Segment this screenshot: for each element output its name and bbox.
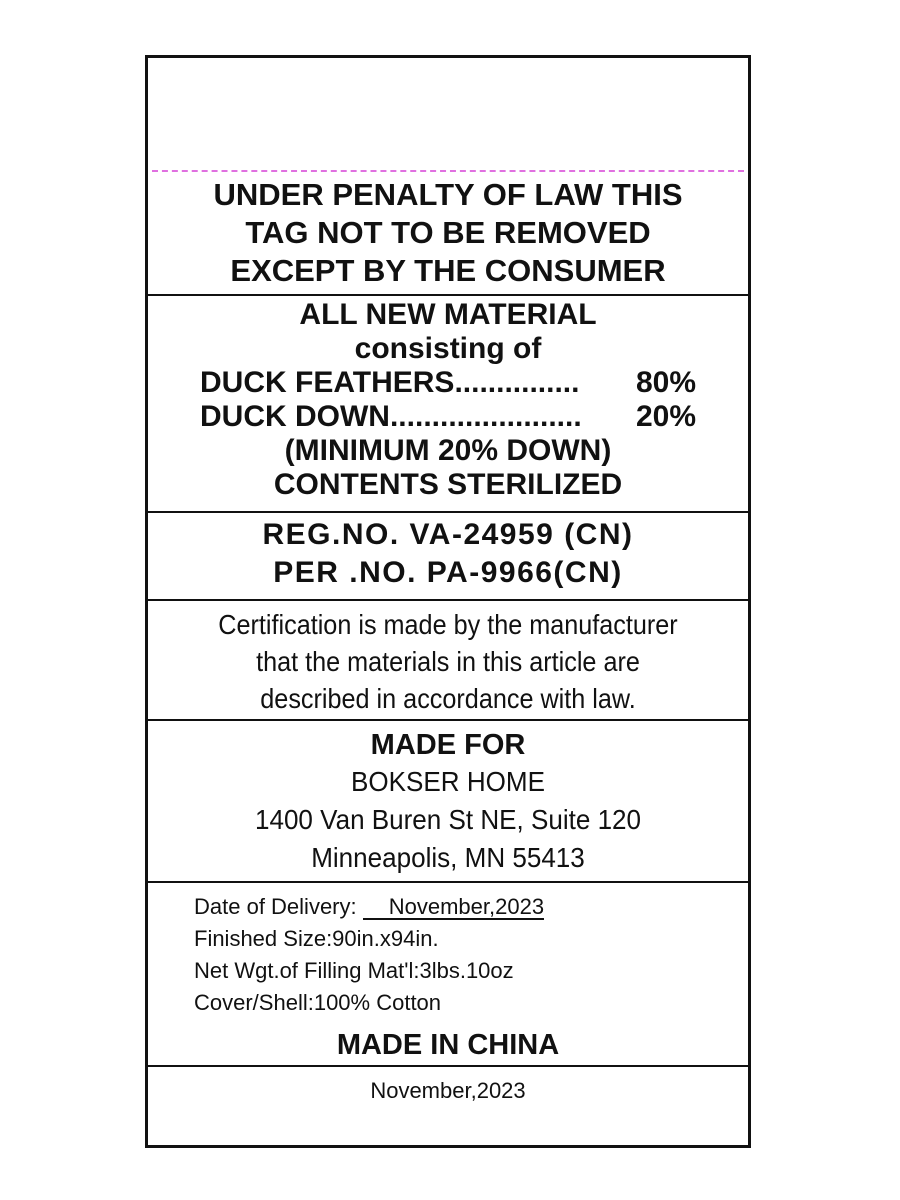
- delivery-row: [194, 891, 748, 923]
- material-heading: ALL NEW MATERIAL: [299, 298, 597, 331]
- country-of-origin: MADE IN CHINA: [336, 1029, 560, 1061]
- certification-line-2: that the materials in this article are: [256, 646, 640, 677]
- material-item-down: [148, 400, 748, 434]
- address-line-1: 1400 Van Buren St NE, Suite 120: [254, 804, 642, 835]
- reg-number: REG.NO. VA-24959 (CN): [262, 518, 634, 551]
- certification-line-1: Certification is made by the manufacturer: [218, 609, 678, 640]
- divider: [148, 1065, 748, 1067]
- warning-line-1: UNDER PENALTY OF LAW THIS: [213, 177, 683, 212]
- footer-date: November,2023: [370, 1078, 526, 1103]
- material-item-label: DUCK DOWN.......................: [200, 400, 582, 433]
- material-subheading: consisting of: [354, 332, 542, 365]
- divider: [148, 599, 748, 601]
- certification-section: [148, 604, 748, 719]
- sterilized-note: CONTENTS STERILIZED: [273, 468, 623, 501]
- delivery-date: November,2023: [363, 896, 544, 920]
- law-tag: [145, 55, 751, 1148]
- divider: [148, 294, 748, 296]
- divider: [148, 511, 748, 513]
- details-section: [148, 886, 748, 1064]
- per-number: PER .NO. PA-9966(CN): [273, 556, 623, 589]
- made-for-section: [148, 725, 748, 881]
- minimum-down-note: (MINIMUM 20% DOWN): [284, 434, 612, 467]
- certification-line-3: described in accordance with law.: [260, 683, 636, 714]
- material-item-value: 20%: [635, 400, 696, 433]
- company-name: BOKSER HOME: [351, 766, 545, 797]
- delivery-label: Date of Delivery:: [194, 894, 363, 919]
- divider: [148, 719, 748, 721]
- cover-shell: Cover/Shell:100% Cotton: [194, 990, 442, 1015]
- material-item-value: 80%: [635, 366, 696, 399]
- material-item-feathers: [148, 366, 748, 400]
- footer-section: [148, 1070, 748, 1145]
- registration-section: [148, 516, 748, 600]
- divider: [148, 881, 748, 883]
- warning-line-3: EXCEPT BY THE CONSUMER: [230, 253, 666, 288]
- material-item-label: DUCK FEATHERS...............: [200, 366, 580, 399]
- finished-size: Finished Size:90in.x94in.: [194, 926, 439, 951]
- fold-line: [152, 170, 744, 172]
- net-weight: Net Wgt.of Filling Mat'l:3lbs.10oz: [194, 958, 514, 983]
- warning-section: [148, 176, 748, 293]
- material-section: [148, 298, 748, 510]
- made-for-title: MADE FOR: [370, 729, 526, 761]
- address-line-2: Minneapolis, MN 55413: [311, 842, 585, 873]
- warning-line-2: TAG NOT TO BE REMOVED: [245, 215, 651, 250]
